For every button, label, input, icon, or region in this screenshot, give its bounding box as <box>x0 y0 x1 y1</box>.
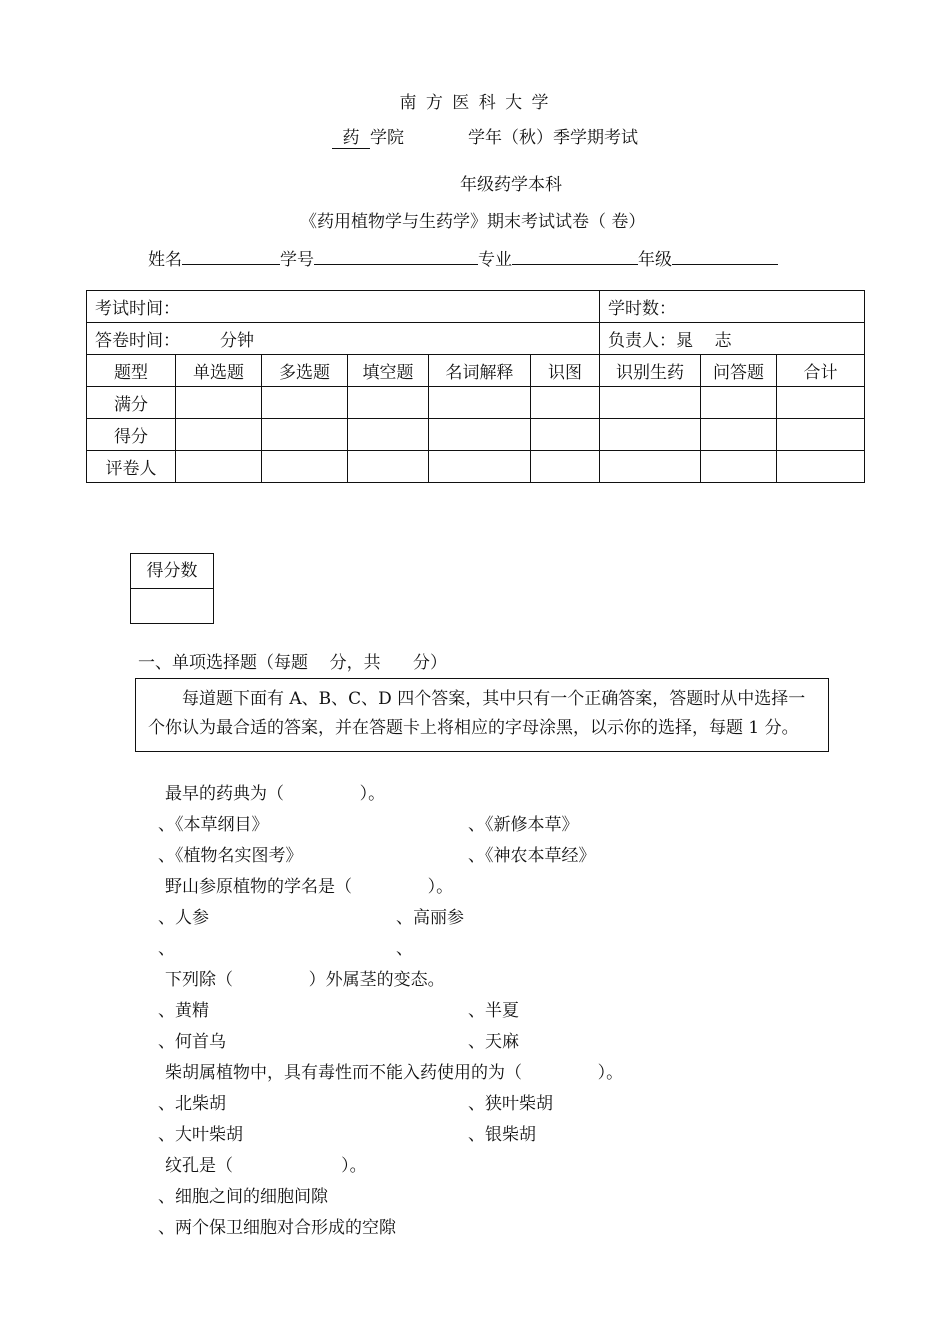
header-cell: 识图 <box>531 355 600 387</box>
question-stem: 最早的药典为（ ）。 <box>165 784 386 804</box>
row-label: 得分 <box>87 419 176 451</box>
option-d[interactable]: 、天麻 <box>468 1032 519 1052</box>
header-cell: 题型 <box>87 355 176 387</box>
table-cell[interactable] <box>348 419 429 451</box>
major-label: 专业 <box>478 250 512 270</box>
header-cell: 填空题 <box>348 355 429 387</box>
section-score-box <box>130 553 214 624</box>
table-cell[interactable] <box>531 387 600 419</box>
row-label: 满分 <box>87 387 176 419</box>
table-row <box>87 451 865 483</box>
table-cell[interactable] <box>600 419 701 451</box>
table-cell[interactable] <box>348 451 429 483</box>
responsible-name: 晁 志 <box>676 331 732 351</box>
table-row <box>87 323 865 355</box>
table-cell[interactable] <box>777 387 865 419</box>
responsible-cell <box>600 323 865 355</box>
question-stem: 纹孔是（ ）。 <box>165 1156 367 1176</box>
option-a[interactable]: 、北柴胡 <box>158 1094 226 1114</box>
responsible-label: 负责人： <box>608 331 676 351</box>
header-cell: 多选题 <box>262 355 348 387</box>
option-c[interactable]: 、大叶柴胡 <box>158 1125 243 1145</box>
table-row <box>87 387 865 419</box>
table-cell[interactable] <box>777 419 865 451</box>
header-cell: 单选题 <box>176 355 262 387</box>
score-box-label: 得分数 <box>146 561 198 581</box>
table-cell[interactable] <box>701 387 777 419</box>
table-row <box>87 419 865 451</box>
table-cell[interactable] <box>262 387 348 419</box>
college-suffix: 学院 <box>370 128 404 148</box>
exam-time-cell: 考试时间： <box>87 291 600 323</box>
table-cell[interactable] <box>600 387 701 419</box>
score-box-blank[interactable] <box>131 588 213 623</box>
header-cell: 名词解释 <box>429 355 531 387</box>
header-cell: 识别生药 <box>600 355 701 387</box>
table-cell[interactable] <box>600 451 701 483</box>
row-label: 评卷人 <box>87 451 176 483</box>
table-cell[interactable] <box>262 451 348 483</box>
student-fields <box>148 244 778 270</box>
credit-hours-cell: 学时数： <box>600 291 865 323</box>
option-c[interactable]: 、《植物名实图考》 <box>158 846 303 866</box>
term-label: 学年（秋）季学期考试 <box>468 128 638 148</box>
grade-label: 年级 <box>638 250 672 270</box>
option-d[interactable]: 、《神农本草经》 <box>468 846 596 866</box>
name-blank[interactable] <box>182 244 280 265</box>
table-cell[interactable] <box>429 451 531 483</box>
table-cell[interactable] <box>531 451 600 483</box>
option-a[interactable]: 、细胞之间的细胞间隙 <box>158 1187 328 1207</box>
answer-time-cell <box>87 323 600 355</box>
question-stem: 野山参原植物的学名是（ ）。 <box>165 877 454 897</box>
option-b[interactable]: 、两个保卫细胞对合形成的空隙 <box>158 1218 396 1238</box>
college-name: 药 <box>332 123 370 149</box>
question-stem: 下列除（ ）外属茎的变态。 <box>165 970 445 990</box>
table-cell[interactable] <box>531 419 600 451</box>
option-b[interactable]: 、狭叶柴胡 <box>468 1094 553 1114</box>
option-a[interactable]: 、人参 <box>158 908 209 928</box>
table-cell[interactable] <box>176 451 262 483</box>
option-b[interactable]: 、《新修本草》 <box>468 815 579 835</box>
table-cell[interactable] <box>429 387 531 419</box>
exam-info-table <box>86 290 865 483</box>
section-title: 一、单项选择题（每题 分，共 分） <box>138 653 448 673</box>
option-c[interactable]: 、何首乌 <box>158 1032 226 1052</box>
table-cell[interactable] <box>701 419 777 451</box>
answer-time-label: 答卷时间： <box>95 331 180 351</box>
answer-time-unit: 分钟 <box>220 331 254 351</box>
college-line <box>332 123 404 149</box>
student-id-label: 学号 <box>280 250 314 270</box>
grade-major: 年级药学本科 <box>460 175 562 195</box>
table-cell[interactable] <box>348 387 429 419</box>
student-id-blank[interactable] <box>314 244 478 265</box>
option-c[interactable]: 、 <box>158 939 175 959</box>
option-d[interactable]: 、银柴胡 <box>468 1125 536 1145</box>
university-name: 南 方 医 科 大 学 <box>399 93 551 113</box>
table-cell[interactable] <box>176 387 262 419</box>
question-stem: 柴胡属植物中，具有毒性而不能入药使用的为（ ）。 <box>165 1063 624 1083</box>
instructions-text: 每道题下面有 A、B、C、D 四个答案，其中只有一个正确答案，答题时从中选择一个你认为最合适的答案，并在答题卡上将相应的字母涂黑，以示你的选择，每题 1 分。 <box>148 689 806 738</box>
option-b[interactable]: 、高丽参 <box>396 908 464 928</box>
table-cell[interactable] <box>262 419 348 451</box>
option-a[interactable]: 、《本草纲目》 <box>158 815 269 835</box>
header-cell: 合计 <box>777 355 865 387</box>
table-cell[interactable] <box>701 451 777 483</box>
option-b[interactable]: 、半夏 <box>468 1001 519 1021</box>
major-blank[interactable] <box>512 244 638 265</box>
table-row <box>87 291 865 323</box>
option-a[interactable]: 、黄精 <box>158 1001 209 1021</box>
grade-blank[interactable] <box>672 244 778 265</box>
name-label: 姓名 <box>148 250 182 270</box>
table-cell[interactable] <box>176 419 262 451</box>
table-row <box>87 355 865 387</box>
exam-title: 《药用植物学与生药学》期末考试试卷（ 卷） <box>300 212 646 232</box>
option-d[interactable]: 、 <box>396 939 413 959</box>
table-cell[interactable] <box>429 419 531 451</box>
header-cell: 问答题 <box>701 355 777 387</box>
table-cell[interactable] <box>777 451 865 483</box>
instructions-box <box>135 678 829 752</box>
